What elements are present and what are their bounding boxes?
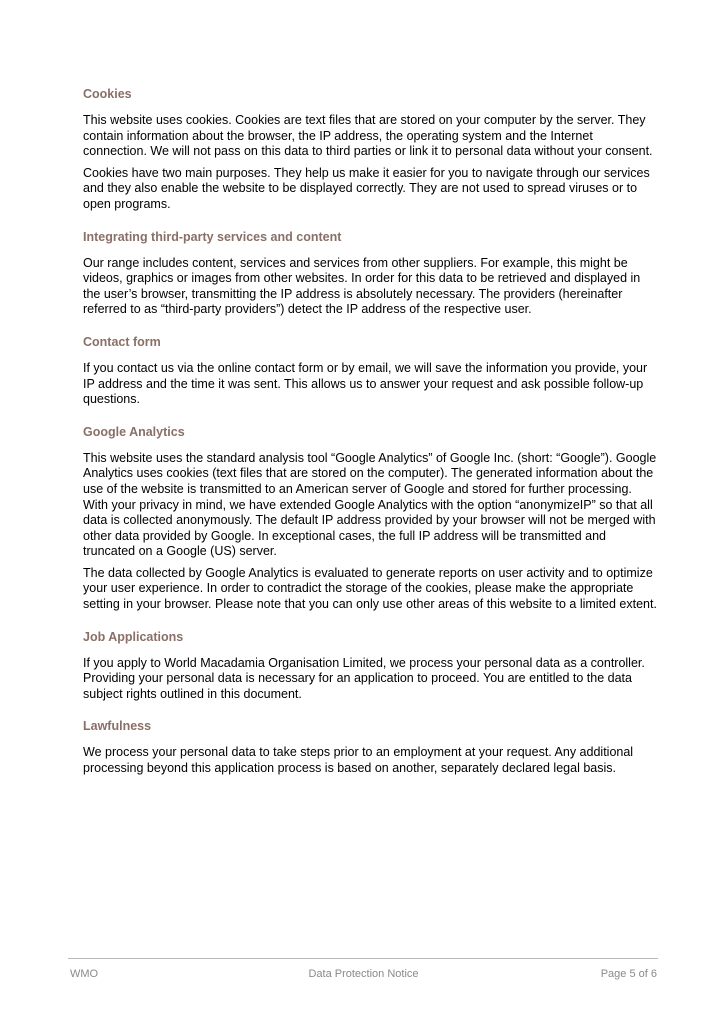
paragraph: This website uses cookies. Cookies are text files that are stored on your computer by the server. They contain information about the browser, the IP address, the operating system and the Internet connection. We will not pass on this data to third parties or link it to personal data without your consent. — [83, 113, 653, 159]
paragraph: Our range includes content, services and services from other suppliers. For example, this might be videos, graphics or images from other websites. In order for this data to be retrieved and displayed in the user’s browser, transmitting the IP address is absolutely necessary. The providers (hereinafter referred to as “third-party providers”) detect the IP address of the respective user. — [83, 255, 641, 317]
paragraph: If you contact us via the online contact form or by email, we will save the information you provide, your IP address and the time it was sent. This allows us to answer your request and ask possible follow-up questions. — [83, 360, 648, 407]
section-heading: Lawfulness — [83, 719, 152, 734]
section-lawfulness — [83, 718, 658, 776]
section-google-analytics — [83, 424, 658, 613]
section-heading: Cookies — [83, 87, 132, 101]
paragraph: Cookies have two main purposes. They help us make it easier for you to navigate through our services and they also enable the website to be displayed correctly. They are not used to spread viruses or to open programs. — [83, 165, 650, 211]
section-heading: Job Applications — [83, 629, 184, 644]
paragraph: This website uses the standard analysis tool “Google Analytics” of Google Inc. (short: “Google”). Google Analytics uses cookies (text files that are stored on the computer). The generated information about the use of the website is transmitted to an American server of Google and stored for further processing. With your privacy in mind, we have extended Google Analytics with the option “anonymizeIP” so that all data is collected anonymously. The default IP address provided by your browser will not be merged with other data provided by Google. In exceptional cases, the full IP address will be transmitted and truncated on a Google (US) server. — [83, 450, 657, 559]
footer-organisation: WMO — [70, 968, 99, 980]
paragraph: If you apply to World Macadamia Organisation Limited, we process your personal data as a controller. Providing your personal data is necessary for an application to proceed. You are entitled to the data subject rights outlined in this document. — [83, 655, 645, 701]
section-contact-form — [83, 334, 658, 408]
footer-document-title: Data Protection Notice — [308, 968, 419, 980]
section-heading: Contact form — [83, 334, 161, 349]
section-third-party — [83, 229, 658, 318]
section-job-applications — [83, 629, 658, 703]
section-cookies — [83, 86, 658, 213]
page-footer — [70, 968, 657, 982]
footer-page-number: Page 5 of 6 — [600, 968, 657, 980]
document-body — [83, 86, 658, 783]
section-heading: Google Analytics — [83, 424, 185, 439]
footer-divider — [68, 958, 658, 959]
section-heading: Integrating third-party services and content — [83, 229, 342, 244]
paragraph: We process your personal data to take steps prior to an employment at your request. Any additional processing beyond this application process is based on another, separately declared legal basis. — [83, 745, 634, 776]
paragraph: The data collected by Google Analytics is evaluated to generate reports on user activity and to optimize your user experience. In order to contradict the storage of the cookies, please make the appropriate setting in your browser. Please note that you can only use other areas of this website to a limited extent. — [83, 565, 657, 612]
